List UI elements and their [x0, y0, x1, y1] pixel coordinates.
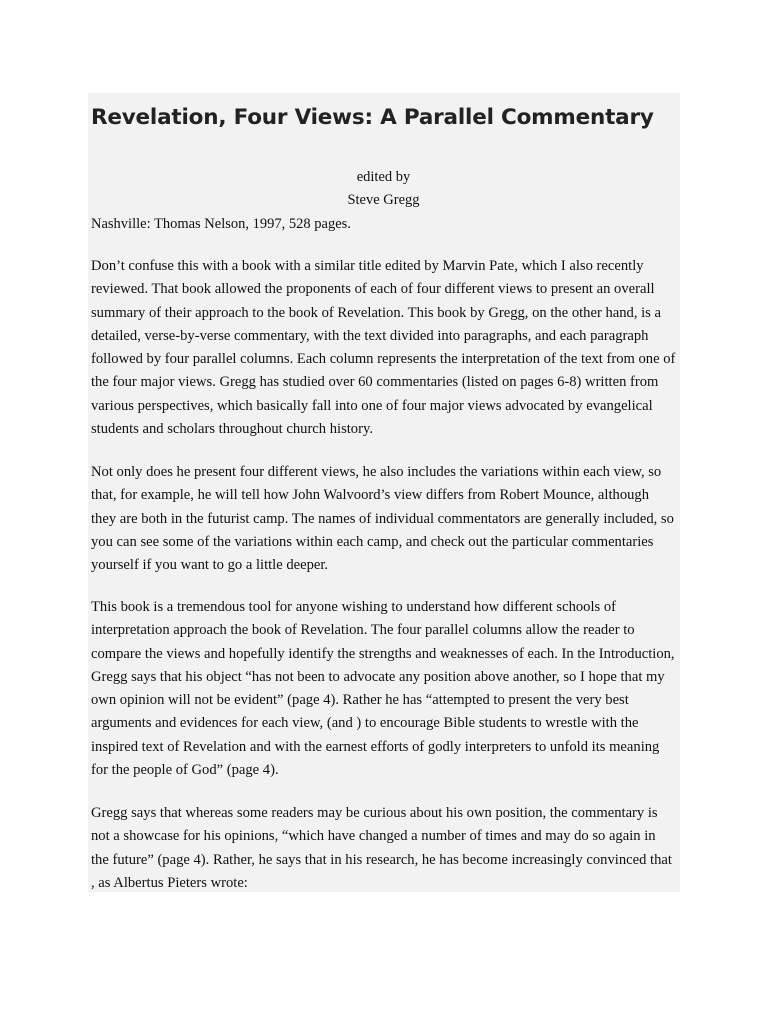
publication-info: Nashville: Thomas Nelson, 1997, 528 pages. [91, 216, 351, 232]
paragraph-4: Gregg says that whereas some readers may be curious about his own position, the commentary is not a showcase for his opinions, “which have changed a number of times and may do so again in the future” (page 4). Rather, he says that in his research, he has become increasingly convinced that , as Albertus Pieters wrote: [91, 805, 672, 891]
edited-by-label: edited by [356, 169, 411, 185]
paragraph-1: Don’t confuse this with a book with a similar title edited by Marvin Pate, which I also recently reviewed. That book allowed the proponents of each of four different views to present an overall summary of their approach to the book of Revelation. This book by Gregg, on the other hand, is a detailed, verse-by-verse commentary, with the text divided into paragraphs, and each paragraph followed by four parallel columns. Each column represents the interpretation of the text from one of the four major views. Gregg has studied over 60 commentaries (listed on pages 6-8) written from various perspectives, which basically fall into one of four major views advocated by evangelical students and scholars throughout church history. [91, 258, 676, 438]
editor-name: Steve Gregg [347, 192, 420, 208]
paragraph-2: Not only does he present four different views, he also includes the variations within each view, so that, for example, he will tell how John Walvoord’s view differs from Robert Mounce, although they are both in the futurist camp. The names of individual commentators are generally included, so you can see some of the variations within each camp, and check out the particular commentaries yourself if you want to go a little deeper. [91, 464, 674, 574]
paragraph-3: This book is a tremendous tool for anyone wishing to understand how different schools of interpretation approach the book of Revelation. The four parallel columns allow the reader to compare the views and hopefully identify the strengths and weaknesses of each. In the Introduction, Gregg says that his object “has not been to advocate any position above another, so I hope that my own opinion will not be evident” (page 4). Rather he has “attempted to present the very best arguments and evidences for each view, (and ) to encourage Bible students to wrestle with the inspired text of Revelation and with the earnest efforts of godly interpreters to unfold its meaning for the people of God” (page 4). [91, 599, 675, 779]
page-title: Revelation, Four Views: A Parallel Commentary [91, 105, 654, 130]
